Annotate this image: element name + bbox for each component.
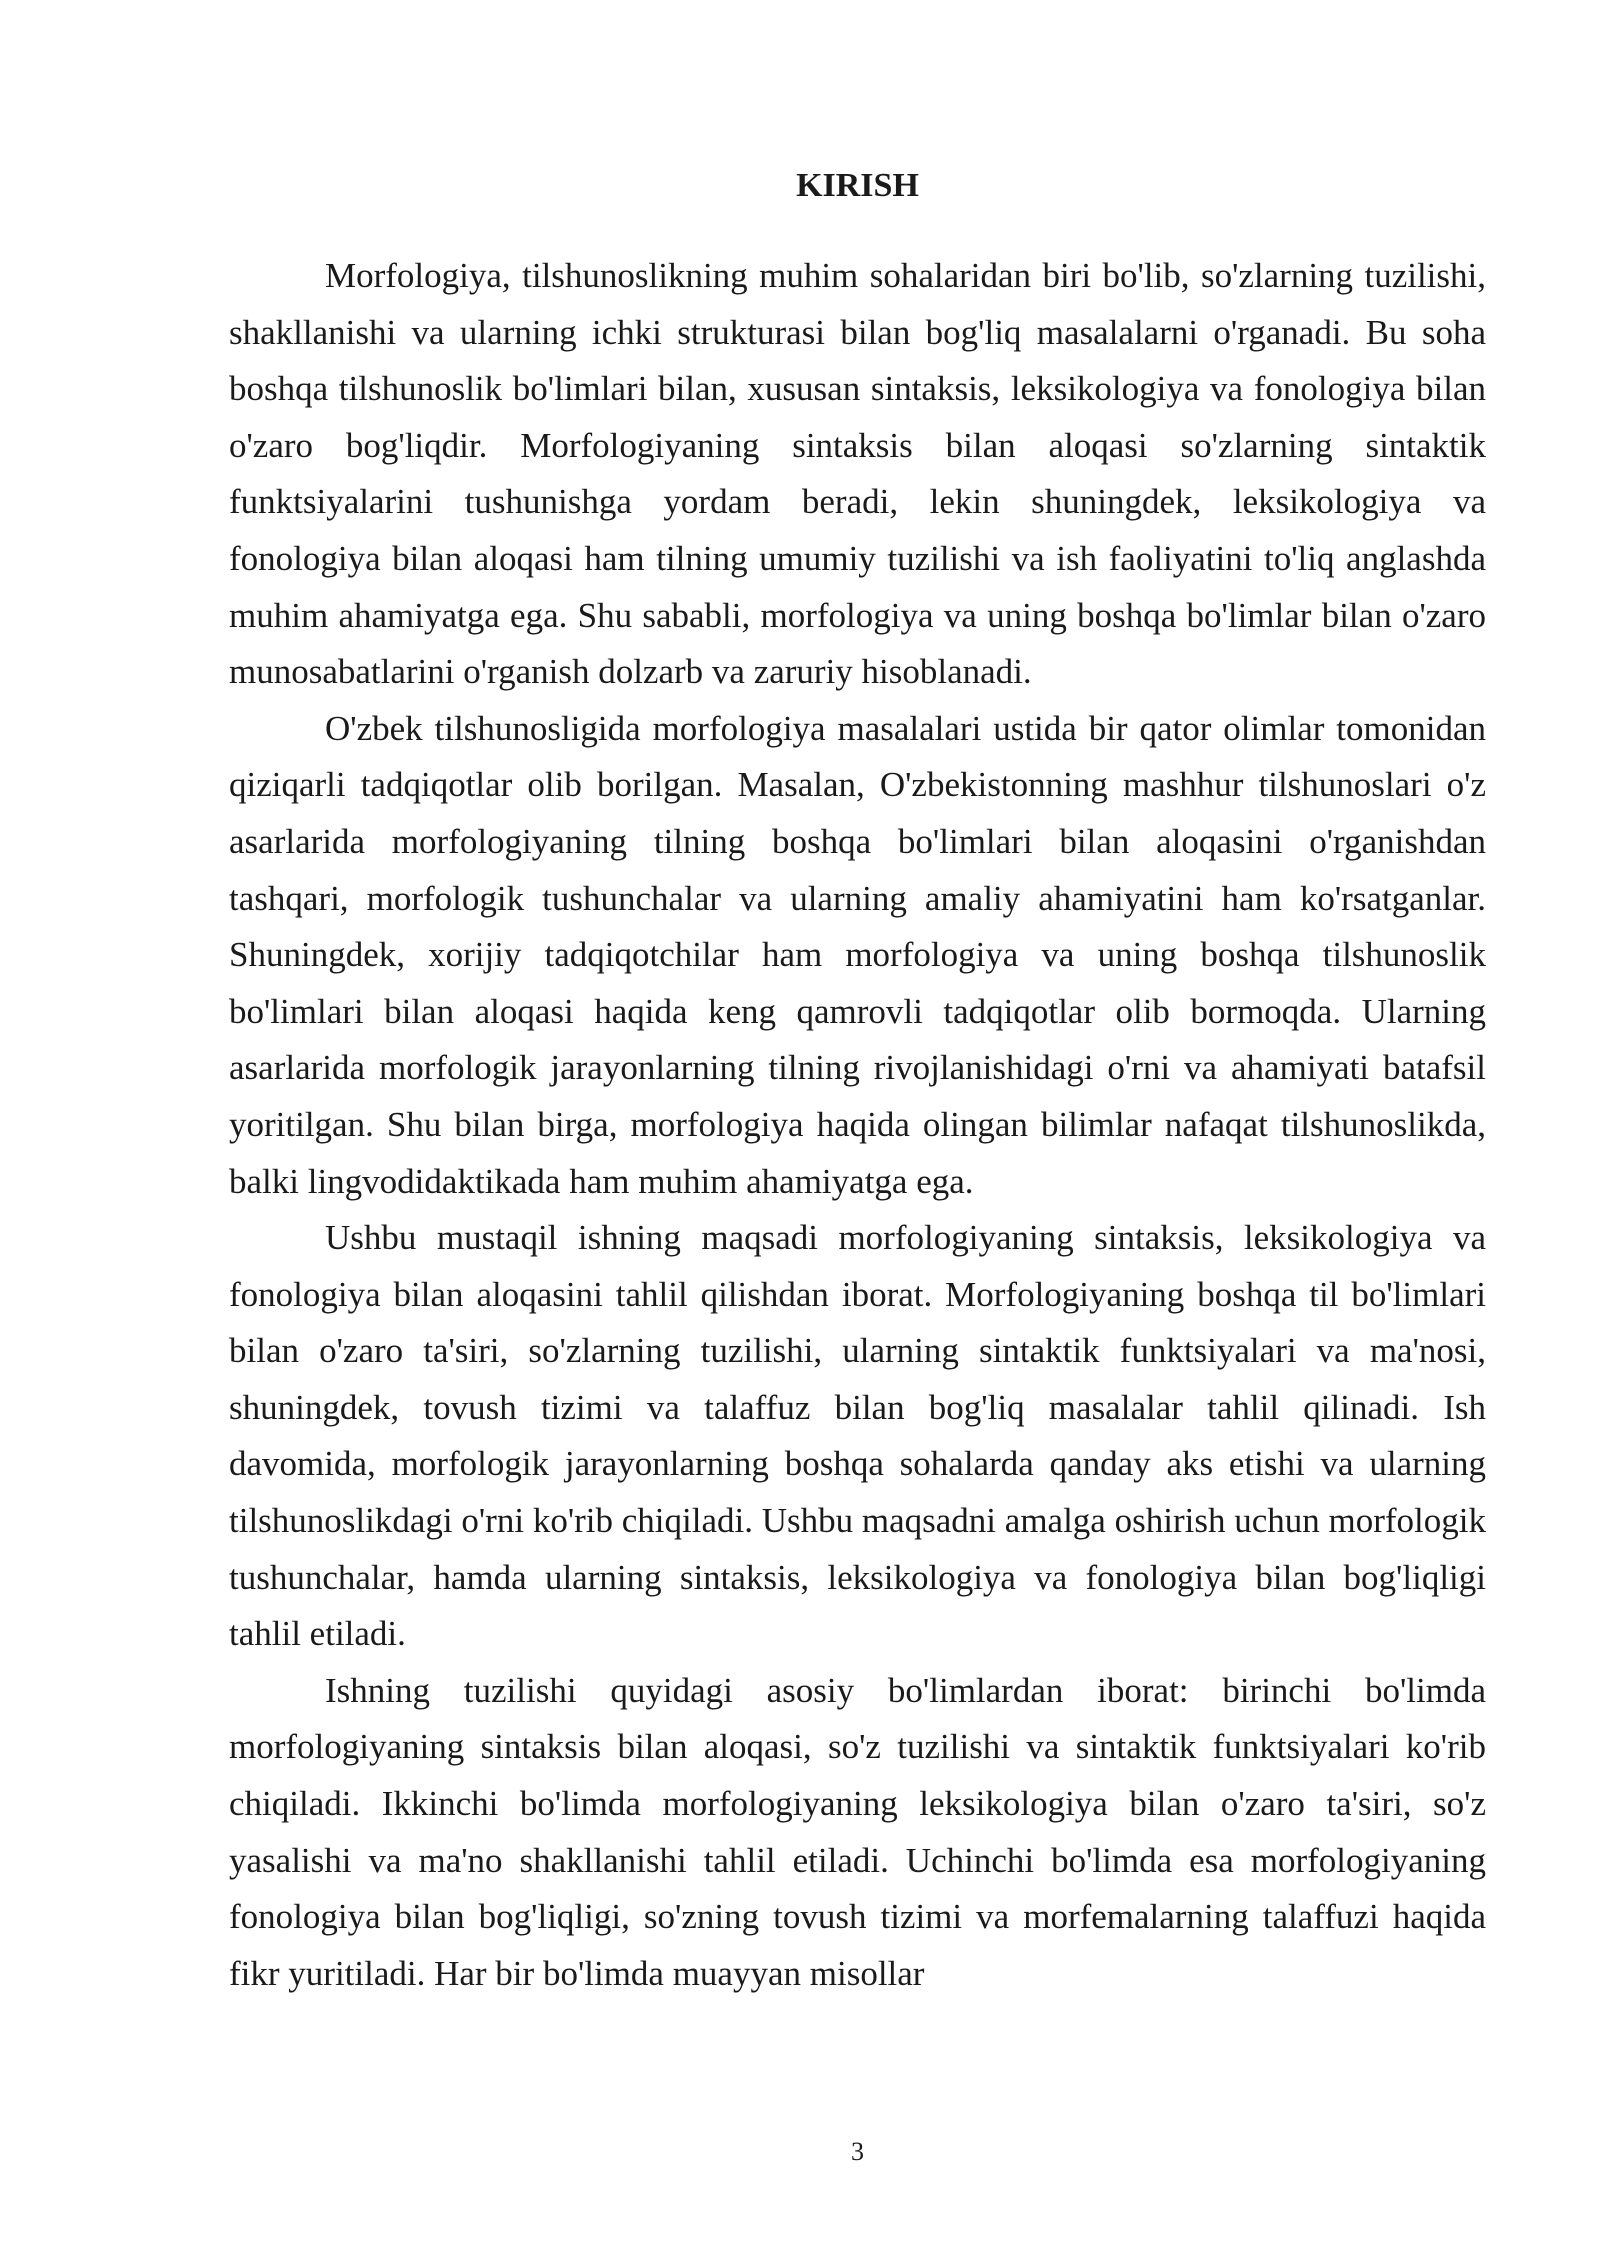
paragraph-4: Ishning tuzilishi quyidagi asosiy bo'limlardan iborat: birinchi bo'limda morfologiyaning sintaksis bilan aloqasi, so'z tuzilishi va sintaktik funktsiyalari ko'rib chiqiladi. Ikkinchi bo'limda morfologiyaning leksikologiya bilan o'zaro ta'siri, so'z yasalishi va ma'no shakllanishi tahlil etiladi. Uchinchi bo'limda esa morfologiyaning fonologiya bilan bog'liqligi, so'zning tovush tizimi va morfemalarning talaffuzi haqida fikr yuritiladi. Har bir bo'limda muayyan misollar [229,1670,1486,1993]
paragraph-3: Ushbu mustaqil ishning maqsadi morfologiyaning sintaksis, leksikologiya va fonologiya bilan aloqasini tahlil qilishdan iborat. Morfologiyaning boshqa til bo'limlari bilan o'zaro ta'siri, so'zlarning tuzilishi, ularning sintaktik funktsiyalari va ma'nosi, shuningdek, tovush tizimi va talaffuz bilan bog'liq masalalar tahlil qilinadi. Ish davomida, morfologik jarayonlarning boshqa sohalarda qanday aks etishi va ularning tilshunoslikdagi o'rni ko'rib chiqiladi. Ushbu maqsadni amalga oshirish uchun morfologik tushunchalar, hamda ularning sintaksis, leksikologiya va fonologiya bilan bog'liqligi tahlil etiladi. [229,1218,1486,1654]
page-number: 3 [851,2137,864,2166]
document-page [229,0,1486,2262]
section-title: KIRISH [796,167,919,204]
body-text [229,248,1486,2002]
paragraph-2: O'zbek tilshunosligida morfologiya masalalari ustida bir qator olimlar tomonidan qiziqarli tadqiqotlar olib borilgan. Masalan, O'zbekistonning mashhur tilshunoslari o'z asarlarida morfologiyaning tilning boshqa bo'limlari bilan aloqasini o'rganishdan tashqari, morfologik tushunchalar va ularning amaliy ahamiyatini ham ko'rsatganlar. Shuningdek, xorijiy tadqiqotchilar ham morfologiya va uning boshqa tilshunoslik bo'limlari bilan aloqasi haqida keng qamrovli tadqiqotlar olib bormoqda. Ularning asarlarida morfologik jarayonlarning tilning rivojlanishidagi o'rni va ahamiyati batafsil yoritilgan. Shu bilan birga, morfologiya haqida olingan bilimlar nafaqat tilshunoslikda, balki lingvodidaktikada ham muhim ahamiyatga ega. [229,708,1486,1201]
paragraph-1: Morfologiya, tilshunoslikning muhim sohalaridan biri bo'lib, so'zlarning tuzilishi, shakllanishi va ularning ichki strukturasi bilan bog'liq masalalarni o'rganadi. Bu soha boshqa tilshunoslik bo'limlari bilan, xususan sintaksis, leksikologiya va fonologiya bilan o'zaro bog'liqdir. Morfologiyaning sintaksis bilan aloqasi so'zlarning sintaktik funktsiyalarini tushunishga yordam beradi, lekin shuningdek, leksikologiya va fonologiya bilan aloqasi ham tilning umumiy tuzilishi va ish faoliyatini to'liq anglashda muhim ahamiyatga ega. Shu sababli, morfologiya va uning boshqa bo'limlar bilan o'zaro munosabatlarini o'rganish dolzarb va zaruriy hisoblanadi. [229,256,1486,692]
